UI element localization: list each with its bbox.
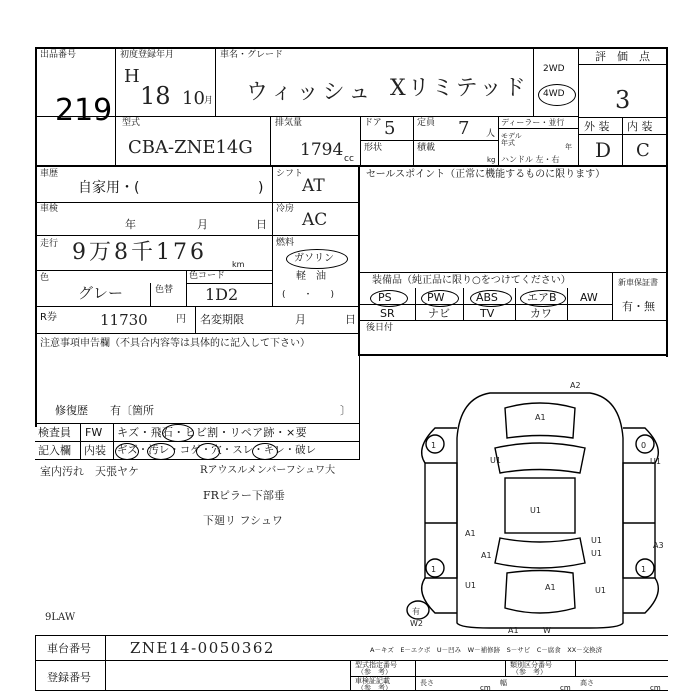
dealer-label: ディーラー・並行 [501, 118, 565, 127]
model-value: CBA-ZNE14G [128, 137, 253, 158]
diag-mark-a1-left: A1 [465, 529, 476, 538]
circle-chip [162, 424, 194, 442]
car-damage-diagram [395, 378, 685, 640]
disp-label: 排気量 [275, 118, 303, 128]
hw-note-4: 下廻リ フシュワ [203, 514, 283, 527]
shape-label: 形状 [364, 143, 383, 153]
diag-circle-mark-3: 1 [641, 565, 647, 574]
diag-mark-a1-b: A1 [481, 551, 492, 560]
diag-circle-mark-0: 0 [641, 441, 647, 450]
model-label: 型式 [122, 118, 141, 128]
category-label: 類別区分番号 [510, 661, 552, 669]
eval-label: 評 価 点 [595, 50, 650, 63]
capacity-label: 定員 [417, 118, 436, 128]
notes-label: 注意事項申告欄（不具合内容等は具体的に記入して下さい） [40, 338, 310, 349]
diag-circle-mark-1: 1 [431, 441, 437, 450]
chassis-label: 車台番号 [47, 642, 91, 655]
color-change-label: 色替 [155, 285, 174, 295]
equipment-label: 装備品（純正品に限り○をつけてください） [372, 275, 571, 286]
fuel-alt: 軽 油 [296, 271, 326, 282]
fuel-paren: ( ・ ) [282, 290, 335, 300]
expiry-day: 日 [345, 313, 356, 326]
int-grade: C [636, 140, 650, 161]
recycle-unit: 円 [176, 314, 186, 325]
diag-mark-u1-rear-left: U1 [465, 581, 476, 590]
inspector-line1: キズ・飛石・ヒビ割・リペア跡・×要 [117, 426, 307, 439]
inspector-line2: ギズ・汚レ・コゲ・穴・スレ・キレ・破レ [117, 444, 317, 456]
diag-mark-a3: A3 [653, 541, 664, 550]
equip-sr: SR [380, 307, 395, 320]
capacity-unit: 人 [486, 129, 496, 139]
diag-mark-u1-rightdoor: U1 [591, 536, 602, 545]
car-grade: Xリミテッド [390, 76, 528, 101]
reg-month-unit: 月 [204, 96, 214, 106]
equip-aw: AW [580, 291, 598, 304]
hw-note-2: Rアウスルメンバーフシュワ大 [200, 465, 336, 476]
equip-pw: PW [427, 291, 445, 304]
diag-mark-a1-hood: A1 [535, 413, 546, 422]
inspection-label: 車検 [40, 204, 59, 214]
hw-note-1: 室内汚れ 天張ヤケ [40, 465, 139, 478]
lot-number: 219 [55, 93, 113, 128]
history-value: 自家用・( [78, 180, 140, 196]
load-label: 積載 [417, 143, 436, 153]
capacity-value: 7 [458, 118, 470, 139]
load-unit: kg [487, 156, 496, 164]
equip-airbag: エアB [527, 291, 557, 304]
circle-scratch [115, 443, 139, 460]
cat-fw: FW [85, 426, 103, 439]
ext-grade: D [595, 138, 612, 162]
ext-label: 外 装 [584, 120, 610, 133]
reg-month: 10 [182, 88, 205, 109]
mileage-unit: km [232, 260, 245, 269]
recycle-value: 11730 [100, 311, 148, 329]
name-grade-label: 車名・グレード [220, 50, 284, 60]
lot-label: 出品番号 [40, 50, 77, 60]
ac-label: 冷房 [276, 204, 295, 214]
reg-label: 登録番号 [47, 671, 91, 684]
mileage-label: 走行 [40, 239, 59, 249]
history-close: ) [258, 180, 264, 196]
shift-label: シフト [276, 169, 304, 179]
diag-mark-w: W [543, 626, 551, 635]
expiry-month: 月 [295, 313, 306, 326]
equip-navi: ナビ [428, 307, 450, 320]
recycle-label: R券 [40, 312, 57, 323]
diag-mark-a1-hatch: A1 [545, 583, 556, 592]
drive-4wd: 4WD [543, 89, 565, 99]
length-label: 長さ [420, 679, 434, 687]
diag-mark-u1-front: U1 [490, 456, 501, 465]
model-year-unit: 年 [565, 143, 572, 151]
diag-mark-a2: A2 [570, 381, 581, 390]
cert-paren: （参 考） [357, 684, 392, 692]
inspection-month: 月 [197, 218, 208, 231]
inspector-label: 検査員 [38, 426, 71, 439]
chassis-value: ZNE14-0050362 [130, 639, 275, 657]
inspection-day: 日 [256, 218, 267, 231]
diag-mark-u1-roof: U1 [530, 506, 541, 515]
type-spec-paren: （参 考） [357, 668, 392, 676]
type-spec-label: 型式指定番号 [355, 661, 397, 669]
diag-mark-a1-rear: A1 [508, 626, 519, 635]
height-label: 高さ [580, 679, 594, 687]
era: H [124, 66, 140, 87]
diag-mark-u1-b: U1 [591, 549, 602, 558]
warranty-label: 新車保証書 [618, 278, 658, 287]
diag-mark-u1-rear-right: U1 [595, 586, 606, 595]
equip-tv: TV [480, 307, 495, 320]
cert-label: 車検証記載 [355, 677, 390, 685]
post-install-label: 後日付 [366, 323, 394, 333]
color-label: 色 [40, 273, 50, 283]
disp-value: 1794 [300, 140, 344, 160]
inspection-year: 年 [125, 218, 136, 231]
first-reg-label: 初度登録年月 [120, 50, 175, 60]
color-value: グレー [78, 284, 124, 302]
circle-rub [252, 443, 278, 460]
disp-unit: cc [344, 154, 354, 164]
int-label: 内 装 [627, 120, 653, 133]
handle-label: ハンドル 左・右 [501, 155, 560, 164]
color-code-label: 色コード [189, 271, 226, 281]
fuel-label: 燃料 [276, 238, 295, 248]
width-cm: cm [560, 684, 571, 692]
diag-mark-u1-right: U1 [650, 457, 661, 466]
width-label: 幅 [500, 679, 507, 687]
sales-point-label: セールスポイント（正常に機能するものに限ります） [366, 169, 606, 180]
drive-2wd: 2WD [543, 64, 565, 74]
expiry-label: 名変期限 [200, 313, 244, 326]
history-label: 車歴 [40, 169, 59, 179]
warranty-value: 有・無 [622, 300, 655, 313]
circle-dirt [147, 443, 175, 460]
repair-label: 修復歴 有〔箇所 [55, 404, 154, 417]
equip-abs: ABS [476, 291, 498, 304]
cat-interior: 内装 [84, 444, 106, 457]
entry-label: 記入欄 [38, 444, 71, 457]
length-cm: cm [480, 684, 491, 692]
mileage-value: 9万8千176 [72, 240, 207, 265]
hw-note-5: 9LAW [45, 612, 76, 623]
model-year-label: モデル年式 [501, 132, 522, 147]
diag-circle-mark-4: 有 [412, 607, 420, 616]
diag-mark-w2: W2 [410, 619, 423, 628]
ac-value: AC [302, 210, 328, 230]
hw-note-3: FRピラー下部垂 [203, 489, 285, 502]
height-cm: cm [650, 684, 661, 692]
damage-legend: A－キズ E－エクボ U－凹み W－補修跡 S－サビ C－腐食 XX－交換済 [370, 646, 603, 654]
reg-year: 18 [140, 82, 171, 110]
door-value: 5 [384, 118, 396, 139]
door-label: ドア [364, 118, 382, 128]
repair-close: 〕 [340, 404, 351, 417]
equip-ps: PS [378, 291, 392, 304]
equip-leather: カワ [530, 307, 552, 320]
eval-score: 3 [615, 86, 631, 114]
diag-circle-mark-2: 1 [431, 565, 437, 574]
category-paren: （参 考） [512, 668, 547, 676]
fuel-value: ガソリン [294, 253, 334, 264]
car-name: ウィッシュ [246, 80, 375, 105]
shift-value: AT [302, 176, 325, 196]
circle-burn [196, 443, 220, 460]
color-code-value: 1D2 [205, 285, 239, 304]
